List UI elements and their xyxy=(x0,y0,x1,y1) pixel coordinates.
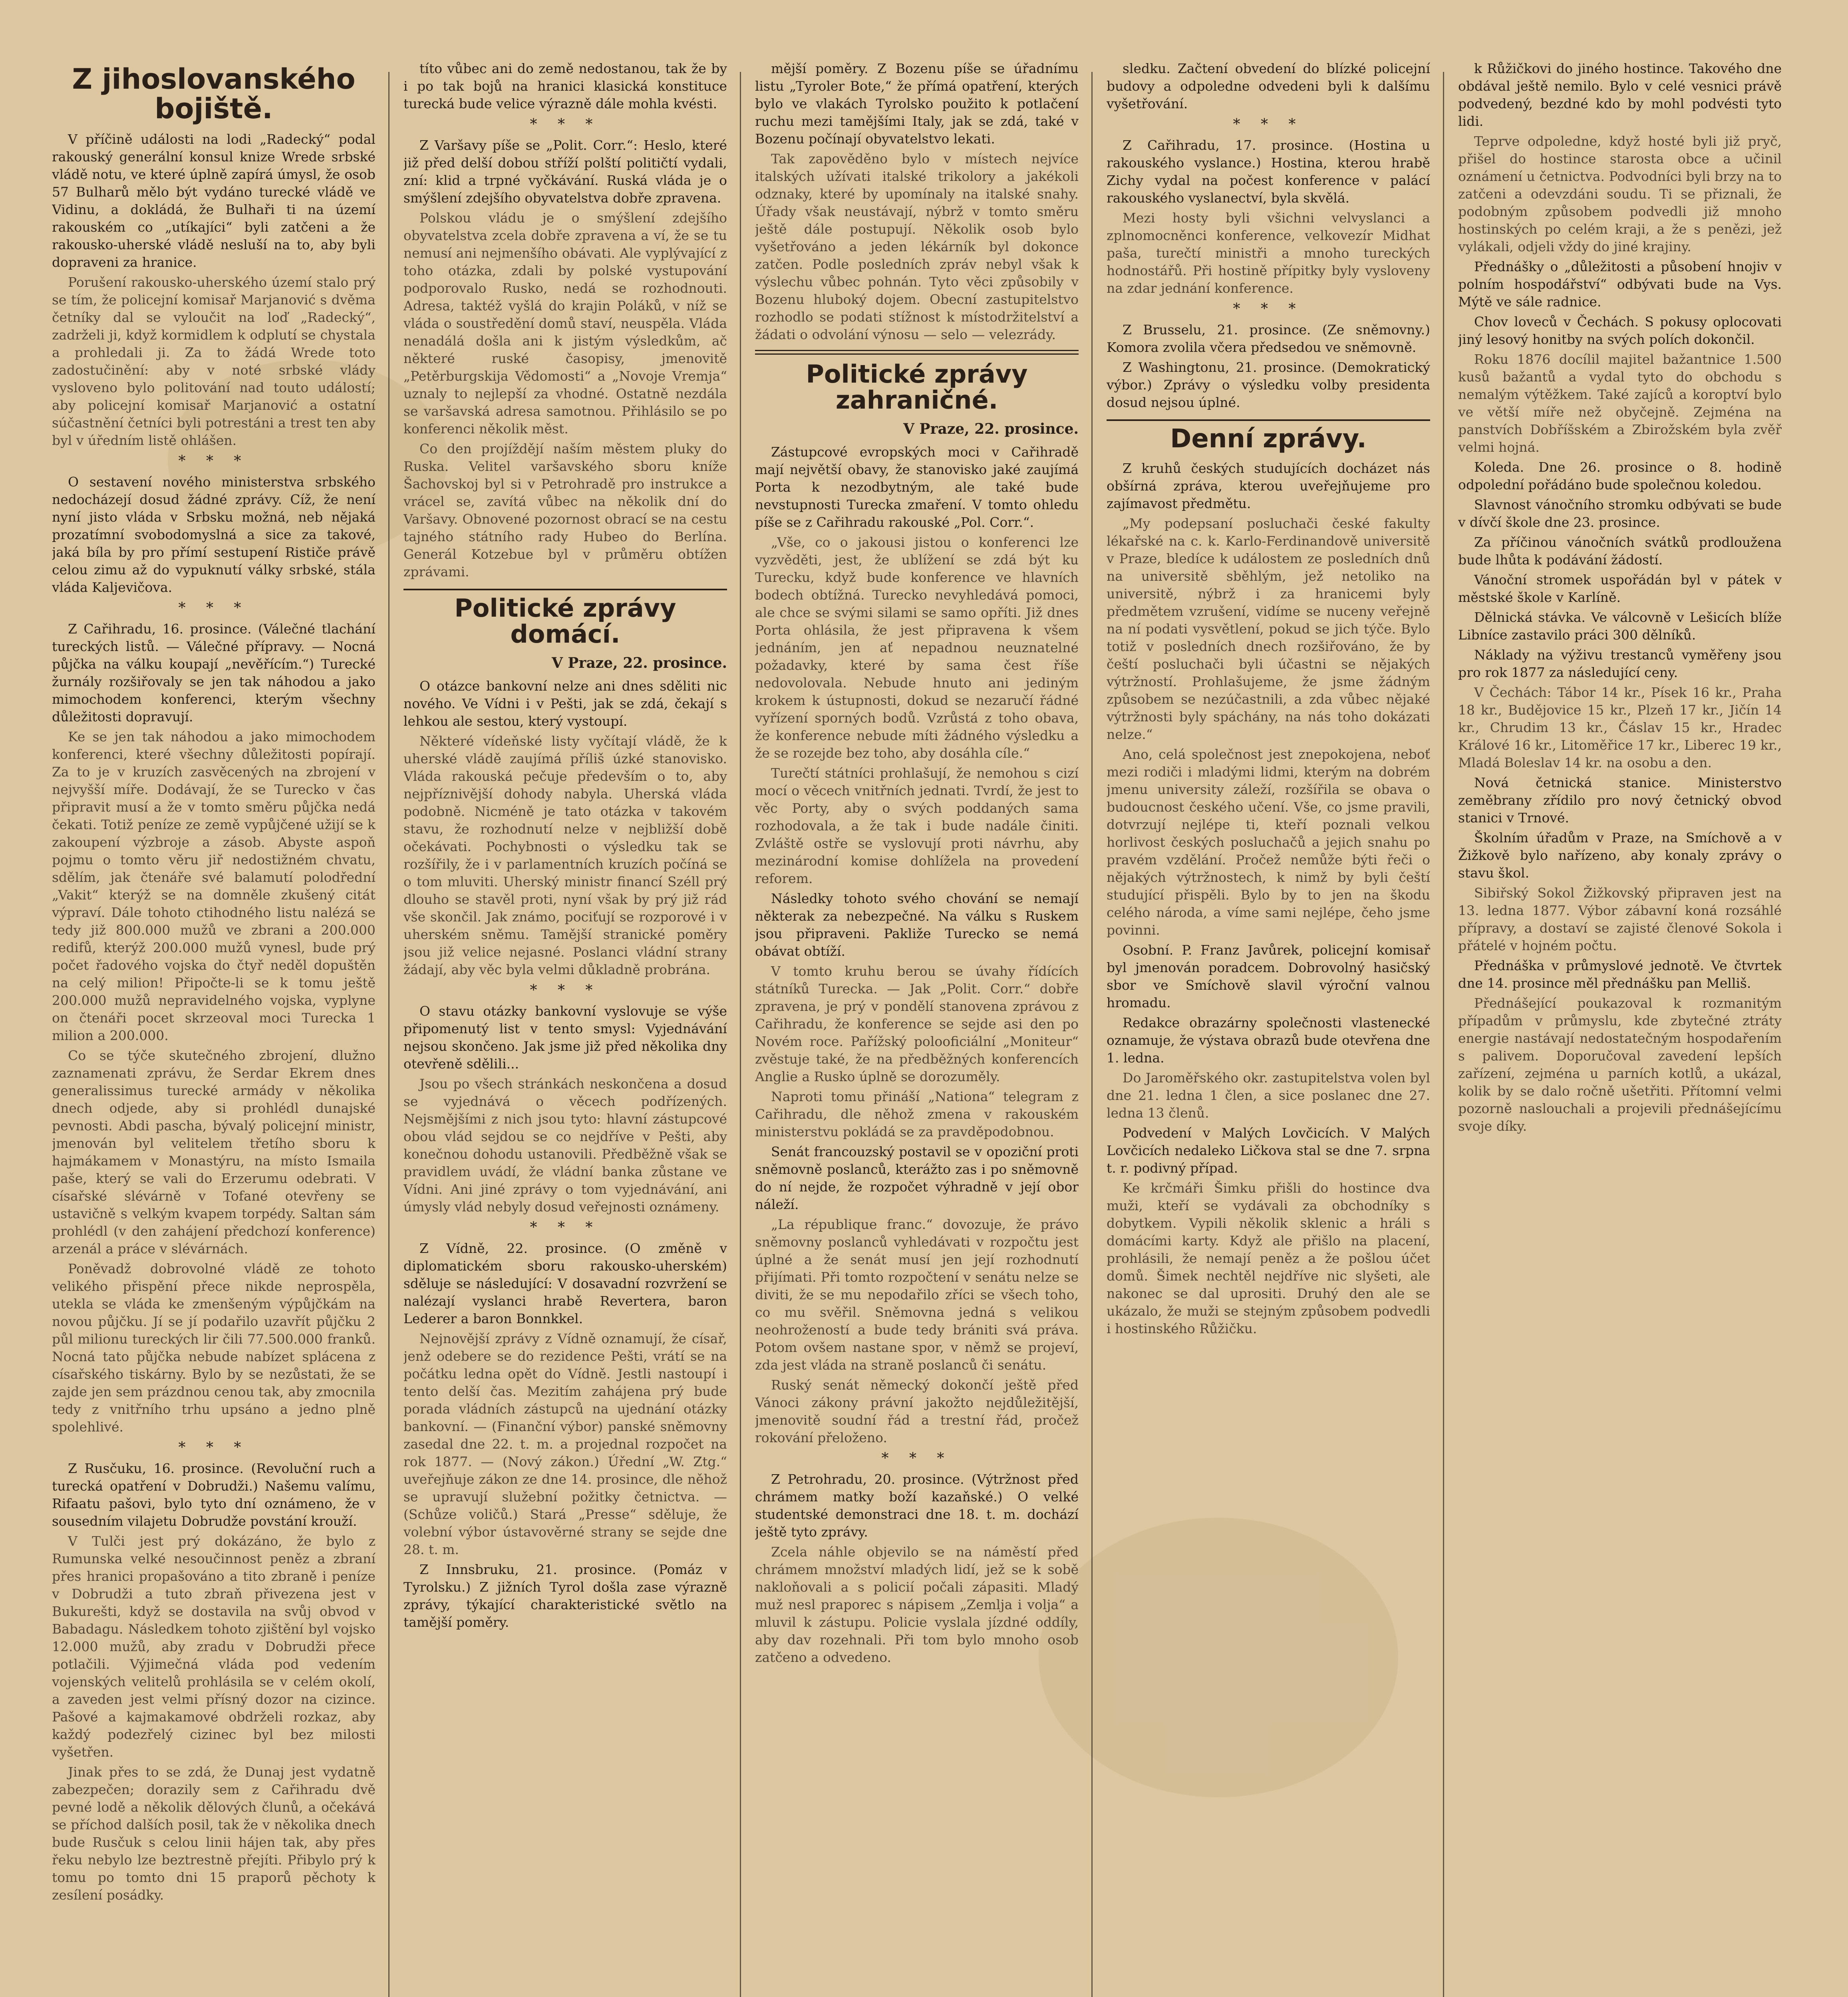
separator: * * * xyxy=(530,1219,601,1236)
article-paragraph: Z Cařihradu, 17. prosince. (Hostina u rakouského vyslance.) Hostina, kterou hrabě Zichy vydal na počest konference v palácí rakouského vyslanectví, byla skvělá. xyxy=(1107,137,1430,206)
section-rule xyxy=(403,589,727,590)
separator: * * * xyxy=(178,453,249,469)
separator: * * * xyxy=(881,1450,952,1467)
article-paragraph: V Tulči jest prý dokázáno, že bylo z Rumunska velké nesoučinnost peněz a zbraní přes hranici propašováno a tito zbraně i peníze v Dobrudži a tuto zbraň přivezena jest v Bukurešti, když se dostavila na svůj obvod v Babadagu. Následkem tohoto zjištění byl vojsko 12.000 mužů, aby zradu v Dobrudži přece potlačili. Výjimečná vláda pod vedením vojenských velitelů prohlásila se v celém okolí, a zaveden jest velmi přísný dozor na cizince. Pašové a kajmakamové obdrželi rozkaz, aby každý podezřelý cizinec byl bez milosti vyšetřen. xyxy=(52,1533,376,1760)
article-paragraph: Porušení rakousko-uherského území stalo prý se tím, že policejní komisař Marjanović s dvěma četníky dal se vyloučit na loď „Radecký“, zadrželi ji, když kormidlem k odplutí se chystala a prohledali ji. Za to žádá Wrede toto zadostučinění: aby v noté srbské vlády vysloveno bylo politování nad touto událostí; aby policejní komisař Marjanović a ostatní súčastnění četníci byli potrestáni a trest ten aby byl v úředním listě ohlášen. xyxy=(52,274,376,448)
article-paragraph: Mezi hosty byli všichni velvyslanci a zplnomocněnci konference, velkovezír Midhat paša, turečtí ministři a mnoho tureckých hodnostářů. Při hostině přípitky byly vysloveny na zdar jednání konference. xyxy=(1107,210,1430,296)
article-paragraph: Z Cařihradu, 16. prosince. (Válečné tlachání tureckých listů. — Válečné přípravy. — Nocná půjčka na válku koupají „nevěřícím.“) Turecké žurnály rozšiřovaly se jen tak náhodou a jako mimochodem konferenci, kterým všechny důležitosti dopravují. xyxy=(52,621,376,725)
column-rule xyxy=(1443,72,1444,1997)
article-paragraph: Zcela náhle objevilo se na náměstí před chrámem množství mladých lidí, jež se k sobě nakloňovali a s policií počali zápasiti. Mladý muž nesl praporec s nápisem „Zemlja i volja“ a mluvil k zástupu. Policie vyslala jízdné oddíly, aby dav rozehnali. Při tom bylo mnoho osob zatčeno a odvedeno. xyxy=(755,1544,1079,1665)
article-paragraph: Teprve odpoledne, když hosté byli již pryč, přišel do hostince starosta obce a učinil oznámení u četnictva. Podvodníci byli brzy na to zatčeni a odevzdáni soudu. Ti se přiznali, že podobným způsobem podvedli již mnoho hostinských po celém kraji, a že s penězi, jež vylákali, odjeli vždy do jiné krajiny. xyxy=(1458,133,1782,254)
article-paragraph: Z kruhů českých studujících docházet nás obšírná zpráva, kterou uveřejňujeme pro zajímavost předmětu. xyxy=(1107,461,1430,512)
article-paragraph: V tomto kruhu berou se úvahy řídících státníků Turecka. — Jak „Polit. Corr.“ dobře zpravena, je prý v pondělí stanovena zprávou z Cařihradu, že konference se sejde asi den po Novém roce. Pařížský polooficiální „Moniteur“ zvěstuje také, že na předběžných konferencích Anglie a Rusko úplně se dorozuměly. xyxy=(755,963,1079,1085)
column-2 xyxy=(403,60,727,1997)
newspaper-sheet xyxy=(44,60,1806,1997)
article-paragraph: mější poměry. Z Bozenu píše se úřadnímu listu „Tyroler Bote,“ že přímá opatření, kterých bylo ve vlakách Tyrolsko použito k potlačení ruchu mezi tamějšími Italy, jak se zdá, také v Bozenu počínají obyvatelstvo lekati. xyxy=(755,61,1079,147)
article-paragraph: Z Brusselu, 21. prosince. (Ze sněmovny.) Komora zvolila včera předsedou ve sněmovně. xyxy=(1107,322,1430,355)
article-paragraph: Přednášky o „důležitosti a působení hnojiv v polním hospodářství“ odbývati bude na Vys. Mýtě ve sále radnice. xyxy=(1458,259,1782,310)
article-paragraph: Jsou po všech stránkách neskončena a dosud se vyjednává o věcech podřízených. Nejsmějšími z nich jsou tyto: hlavní zástupcové obou vlád sejdou se co nejdříve v Pešti, aby konečnou dohodu ustanovili. Předběžně však se pravidlem uvádí, že vládní banka zůstane ve Vídni. Ani jiné zprávy o tom vyjednávání, ani úmysly vlád nebyly dosud veřejnosti oznámeny. xyxy=(403,1076,727,1215)
article-paragraph: Co den projíždějí naším městem pluky do Ruska. Velitel varšavského sboru kníže Šachovskoj byl si v Petrohradě pro instrukce a vrácel se, zavítá vůbec na několik dní do Varšavy. Obnovené pozornost obrací se na cestu tajného státního rady Hubeo do Berlína. Generál Kotzebue byl v průměru obtížen zprávami. xyxy=(403,441,727,580)
article-paragraph: Následky tohoto svého chování se nemají některak za nebezpečné. Na válku s Ruskem jsou připraveni. Pakliže Turecko se nemá obávat obtíží. xyxy=(755,891,1079,959)
article-paragraph: sledku. Začtení obvedení do blízké policejní budovy a odpoledne odvedeni byli k dalšímu vyšetřování. xyxy=(1107,61,1430,111)
article-paragraph: Ke se jen tak náhodou a jako mimochodem konferenci, které všechny důležitosti popírají. Za to je v kruzích zasvěcených na zbrojení v nejvyšší míře. Dodávají, že se Turecko v čas připravit musí a že v tomto směru půjčka nedá čekati. Totiž peníze ze země vypůjčené užijí se k zakoupení výzbroje a zásob. Abyste aspoň pojmu o tomto věru jiř nedostižném chvatu, sdělím, jak čtenáře své balamutí polodřední „Vakit“ kterýž se na domněle zkušený citát výpraví. Dále tohoto ctihodného listu nalézá se tedy již 800.000 mužů ve zbrani a 200.000 redifů, kterýž 200.000 mužů vynesl, bude prý počet řadového vojska do čtyř neděl dopuštěn na celý milion! Připočte-li se k tomu ještě 200.000 mužů nepravidelného vojska, vyplyne on čtenáři pocet skrzeoval moci Turecka 1 milion a 200.000. xyxy=(52,729,376,1043)
article-paragraph: Za příčinou vánočních svátků prodloužena bude lhůta k podávání žádostí. xyxy=(1458,534,1782,568)
article-paragraph: Zástupcové evropských moci v Cařihradě mají největší obavy, že stanovisko jaké zaujímá Porta k nezodbytným, ale také bude nevstupnosti Turecka zmaření. V tomto ohledu píše se z Cařihradu rakouské „Pol. Corr.“. xyxy=(755,444,1079,530)
column-5 xyxy=(1458,60,1782,1997)
column-rule xyxy=(388,72,389,1997)
article-paragraph: Ruský senát německý dokončí ještě před Vánoci zákony právní jakožto nejdůležitější, jmenovitě soudní řád a trestní řád, pročež rokování přeloženo. xyxy=(755,1377,1079,1446)
article-paragraph: V příčině události na lodi „Radecký“ podal rakouský generální konsul knize Wrede srbské vládě notu, ve které úplně zapírá úmysl, že osob 57 Bulharů mělo být vydáno turecké vládě ve Vidinu, a dokládá, že Bulhaři ti na území rakouském co „utíkajíci“ byli zatčeni a že rakousko-uherské vládě nesluší na to, aby byli dopraveni za hranice. xyxy=(52,131,376,270)
article-paragraph: títo vůbec ani do země nedostanou, tak že by i po tak bojů na hranici klasická konstituce turecká bude velice výrazně dále mohla kvésti. xyxy=(403,61,727,111)
dateline-domestic: V Praze, 22. prosince. xyxy=(551,655,727,672)
article-paragraph: „Vše, co o jakousi jistou o konferenci lze vyzvěděti, jest, že ublížení se zdá být ku Turecku, když bude konference ve hlavních bodech obtížná. Turecko nevyhledává pomoci, ale chce se svými silami se samo opříti. Již dnes Porta ohlásila, že jest připravena k všem jednáním, jen ať nepadnou neuznatelné požadavky, které by sama čest říše nedovolovala. Nebude hnuto ani jediným krokem k ústupnosti, dokud se nezaručí řádné vyřízení sporných bodů. Vzrůstá z toho obava, že konference nebude míti žádného výsledku a že se rozejde bez toho, aby dosáhla cíle.“ xyxy=(755,534,1079,761)
article-paragraph: Chov loveců v Čechách. S pokusy oplocovati jiný lesový honitby na svých polích dokončil. xyxy=(1458,314,1782,347)
article-paragraph: „La république franc.“ dovozuje, že právo sněmovny poslanců vyhledávati v rozpočtu jest úplné a že senát musí jen její rozhodnutí přijímati. Při tomto rozpočtení v senátu nelze se diviti, že se mu nepodařilo zříci se všech toho, co mu svěřil. Sněmovna jedná s velikou neohrožeností a bude tedy brániti svá práva. Potom ovšem nastane spor, v němž se projeví, zda jest vláda na straně poslanců či senátu. xyxy=(755,1217,1079,1373)
column-rule xyxy=(740,72,741,1997)
article-paragraph: Tak zapověděno bylo v místech nejvíce italských užívati italské trikolory a jakékoli odznaky, které by upomínaly na italské snahy. Úřady však neustávají, nýbrž v tomto směru ještě dále postupují. Několik osob bylo vyšetřováno a jeden lékárník byl dokonce zatčen. Podle posledních zpráv nebyl však k výslechu vůbec pohnán. Tyto věci způsobily v Bozenu hluboký dojem. Obecní zastupitelstvo rozhodlo se podati stížnost k místodržitelství a žádati o odvolání výnosu — selo — velezrády. xyxy=(755,151,1079,342)
article-paragraph: Ke krčmáři Šimku přišli do hostince dva muži, kteří se vydávali za obchodníky s dobytkem. Vypili několik sklenic a hráli s domácími karty. Když ale přišlo na placení, prohlásili, že nemají peněz a že pošlou účet domů. Šimek nechtěl nejdříve nic slyšeti, ale nakonec se dal uprositi. Druhý den ale se ukázalo, že muži se stejným způsobem podvedli i hostinského Růžičku. xyxy=(1107,1180,1430,1337)
section-rule xyxy=(755,350,1079,355)
column-rule xyxy=(1091,72,1093,1997)
article-paragraph: Přednášející poukazoval k rozmanitým případům v průmyslu, kde zbytečné ztráty energie nastávají nedostatečným hospodařením s palivem. Doporučoval zavedení lepších zařízení, zejména u parních kotlů, a ukázal, kolik by se dalo ročně ušetřiti. Přítomní velmi pozorně naslouchali a projevili přednášejícímu svoje díky. xyxy=(1458,995,1782,1134)
article-paragraph: Dělnická stávka. Ve válcovně v Lešicích blíže Libníce zastavilo práci 300 dělníků. xyxy=(1458,609,1782,643)
separator: * * * xyxy=(178,600,249,616)
separator: * * * xyxy=(530,982,601,999)
article-paragraph: Z Vídně, 22. prosince. (O změně v diplomatickém sboru rakousko-uherském) sděluje se následující: V dosavadní rozvržení se nalézají vyslanci hrabě Revertera, baron Lederer a baron Bonnkkel. xyxy=(403,1241,727,1327)
article-paragraph: Roku 1876 docílil majitel bažantnice 1.500 kusů bažantů a vydal tyto do obchodu s nemalým výtěžkem. Také zajíců a koroptví bylo ve větší míře než obyčejně. Zejména na panstvích Dobříšském a Zbirožském byla zvěř velmi hojná. xyxy=(1458,351,1782,455)
separator: * * * xyxy=(1233,301,1304,317)
article-paragraph: Některé vídeňské listy vyčítají vládě, že k uherské vládě zaujímá příliš úzké stanovisko. Vláda rakouská pečuje především o to, aby nejpříznivější dohody nabyla. Uherská vláda podobně. Nicméně je tato otázka v takovém stavu, že rozhodnutí nelze v nejbližší době očekávati. Pochybnosti o výsledku tak se rozšířily, že i v parlamentních kruzích počíná se o tom mluviti. Uherský ministr financí Széll prý dlouho se stavěl proti, nyní však by prý již rád vše skončil. Jak známo, pociťují se rozporové i v uherském sněmu. Tamější stranické poměry jsou již velice nejasné. Poslanci vládní strany žádají, aby věc byla velmi důkladně probrána. xyxy=(403,733,727,978)
article-paragraph: Přednáška v průmyslové jednotě. Ve čtvrtek dne 14. prosince měl přednášku pan Melliš. xyxy=(1458,958,1782,991)
article-paragraph: Z Rusčuku, 16. prosince. (Revoluční ruch a turecká opatření v Dobrudži.) Našemu valímu, Rifaatu pašovi, bylo tyto dní oznámeno, že v sousedním vilajetu Dobrudže povstání krouží. xyxy=(52,1461,376,1529)
article-paragraph: Do Jaroměřského okr. zastupitelstva volen byl dne 21. ledna 1 člen, a sice poslanec dne 27. ledna 13 členů. xyxy=(1107,1070,1430,1121)
section-rule xyxy=(1107,419,1430,421)
article-paragraph: O stavu otázky bankovní vyslovuje se výše připomenutý list v tento smysl: Vyjednávání nejsou skončeno. Jak jsme již před několika dny otevřeně sdělili... xyxy=(403,1003,727,1072)
article-paragraph: Školním úřadům v Praze, na Smíchově a v Žižkově bylo nařízeno, aby konaly zprávy o stavu škol. xyxy=(1458,830,1782,881)
article-paragraph: Poněvadž dobrovolné vládě ze tohoto velikého přispění přece nikde neprospěla, utekla se vláda ke zmenšeným výpůjčkám na novou půjčku. Jí se jí podařilo uzavřít půjčku 2 půl milionu tureckých lir čili 77.500.000 franků. Nocná tato půjčka nebude nabízet splácena z císařského tiskárny. Bylo by se nezůstati, že se zajde jen sem prázdnou cenou tak, aby zmocnila tedy z vnitřního trhu upsáno a jedno plně spolehlivé. xyxy=(52,1261,376,1435)
article-paragraph: Z Varšavy píše se „Polit. Corr.“: Heslo, které již před delší dobou stříží polští političtí vydali, zní: klid a trpné vyčkávání. Ruská vláda je o smýšlení zdejšího obyvatelstva dobře zpravena. xyxy=(403,137,727,206)
article-paragraph: Sibiřský Sokol Žižkovský připraven jest na 13. ledna 1877. Výbor zábavní koná rozsáhlé přípravy, a dostaví se zajisté členové Sokola i přátelé v hojném počtu. xyxy=(1458,885,1782,953)
article-paragraph: Nejnovější zprávy z Vídně oznamují, že císař, jenž odebere se do rezidence Pešti, vrátí se na počátku ledna opět do Vídně. Jestli nastoupí i tento delší čas. Mezitím zahájena prý bude porada vládních zástupců na ujednání otázky bankovní. — (Finanční výbor) panské sněmovny zasedal dne 22. t. m. a projednal rozpočet na rok 1877. — (Nový zákon.) Úřední „W. Ztg.“ uveřejňuje zákon ze dne 14. prosince, dle něhož se upravují služební požitky četnictva. — (Schůze voličů.) Stará „Presse“ sděluje, že volební výbor ústavověrné strany se sejde dne 28. t. m. xyxy=(403,1331,727,1558)
article-paragraph: Turečtí státníci prohlašují, že nemohou s cizí mocí o věcech vnitřních jednati. Tvrdí, že jest to věc Porty, aby o svých poddaných sama rozhodovala, a že tak i bude nadále činiti. Zvláště ostře se vyslovují proti návrhu, aby mezinárodní komise dohlížela na provedení reforem. xyxy=(755,765,1079,887)
article-paragraph: Nová četnická stanice. Ministerstvo zeměbrany zřídilo pro nový četnický obvod stanici v Trnové. xyxy=(1458,775,1782,826)
article-paragraph: Senát francouzský postavil se v opoziční proti sněmovně poslanců, kterážto zas i po sněmovně do ní nejde, že rozpočet výhradně v její obor náleží. xyxy=(755,1144,1079,1213)
dateline-foreign: V Praze, 22. prosince. xyxy=(903,421,1079,438)
article-paragraph: Z Innsbruku, 21. prosince. (Pomáz v Tyrolsku.) Z jižních Tyrol došla zase výrazně zprávy, týkající charakteristické světlo na tamější poměry. xyxy=(403,1562,727,1630)
separator: * * * xyxy=(178,1439,249,1456)
separator: * * * xyxy=(530,116,601,133)
article-paragraph: Koleda. Dne 26. prosince o 8. hodině odpolední pořádáno bude společnou koledou. xyxy=(1458,459,1782,492)
column-3 xyxy=(755,60,1079,1997)
article-paragraph: Ano, celá společnost jest znepokojena, neboť mezi rodiči i mladými lidmi, kterým na dobrém jmenu university záleží, rozšířila se obava o budoucnost českého učení. Vše, co jsme pravili, dotvrzují nejlépe ti, kteří poznali velkou horlivost českých posluchačů a jejich snahu po pravém vzdělání. Pročež nemůže býti řeči o nějakých výtržnostech, k nimž by byli čeští studující přispěli. Bylo by to jen na škodu celého národa, a víme sami nejlépe, čeho jsme povinni. xyxy=(1107,746,1430,938)
section-heading-war: Z jihoslovanského bojiště. xyxy=(72,63,356,125)
article-paragraph: Osobní. P. Franz Javůrek, policejní komisař byl jmenován poradcem. Dobrovolný hasičský sbor ve Smíchově slavil výroční valnou hromadu. xyxy=(1107,942,1430,1011)
article-paragraph: V Čechách: Tábor 14 kr., Písek 16 kr., Praha 18 kr., Budějovice 15 kr., Plzeň 17 kr., Jičín 14 kr., Chrudim 13 kr., Čáslav 15 kr., Hradec Králové 16 kr., Litoměřice 17 kr., Liberec 19 kr., Mladá Boleslav 14 kr. na osobu a den. xyxy=(1458,685,1782,770)
article-paragraph: Slavnost vánočního stromku odbývati se bude v dívčí škole dne 23. prosince. xyxy=(1458,497,1782,530)
article-paragraph: Co se týče skutečného zbrojení, dlužno zaznamenati zprávu, že Serdar Ekrem dnes generalissimus turecké armády v několika dnech odjede, aby si prohlédl dunajské pevnosti. Abdi pascha, bývalý policejní ministr, jmenován byl velitelem třetího sboru k hajmákamem v Monastýru, na místo Ismaila paše, který se vali do Erzerumu odebrati. V císařské slévárně v Tofané otevřeny se ustavičně s velkým kvapem torpédy. Saltan sám prohlédl (v den zahájení předchozí konference) arzenál a práce v slévárnách. xyxy=(52,1048,376,1257)
column-1 xyxy=(52,60,376,1997)
article-paragraph: Naproti tomu přináší „Nationa“ telegram z Cařihradu, dle něhož zmena v rakouském ministerstvu pokládá se za pravděpodobnou. xyxy=(755,1089,1079,1140)
article-paragraph: k Růžičkovi do jiného hostince. Takového dne obdával ještě nemilo. Bylo v celé vesnici právě podvedený, bezdné kdo by mohl podvésti tyto lidi. xyxy=(1458,61,1782,129)
article-paragraph: Redakce obrazárny společnosti vlastenecké oznamuje, že výstava obrazů bude otevřena dne 1. ledna. xyxy=(1107,1015,1430,1066)
article-paragraph: Vánoční stromek uspořádán byl v pátek v městské škole v Karlíně. xyxy=(1458,572,1782,605)
article-paragraph: O otázce bankovní nelze ani dnes sděliti nic nového. Ve Vídni i v Pešti, jak se zdá, čekají s lehkou ale sestou, který vystoupí. xyxy=(403,678,727,729)
article-paragraph: Polskou vládu je o smýšlení zdejšího obyvatelstva zcela dobře zpravena a ví, že se tu nemusí ani nejmenšího obávati. Ale vyplývající z toho otázka, zdali by polské vystupování podporovalo Rusko, nedá se rozhodnouti. Adresa, taktéž vyšlá do krajin Poláků, v níž se vláda o soustředění domů staví, neuspěla. Vláda nenadálá došla ani k jistým výsledkům, ač některé ruské časopisy, jmenovitě „Petěrburgskija Vědomosti“ a „Novoje Vremja“ uznaly to nejlepší za vhodné. Ostatně nezdála se varšavská adresa samotnou. Přihlásilo se po konferenci několik měst. xyxy=(403,210,727,437)
article-paragraph: Náklady na výživu trestanců vyměřeny jsou pro rok 1877 za následující ceny. xyxy=(1458,647,1782,680)
article-paragraph: Podvedení v Malých Lovčicích. V Malých Lovčicích nedaleko Ličkova stal se dne 7. srpna t. r. podivný případ. xyxy=(1107,1125,1430,1176)
section-heading-domestic: Politické zprávy domácí. xyxy=(454,594,676,649)
section-heading-daily: Denní zprávy. xyxy=(1170,424,1367,454)
column-4 xyxy=(1107,60,1430,1997)
article-paragraph: „My podepsaní posluchači české fakulty lékařské na c. k. Karlo-Ferdinandově universitě v Praze, bledíce k událostem ze posledních dnů na universitě sběhlým, jež netoliko na universitě, nýbrž i za hranicemi byly předmětem vzrušení, vidíme se nuceny veřejně na ní podati vysvětlení, pokud se jich týče. Bylo totiž v posledních dnech rozšiřováno, že by čeští posluchači byli účastni se nějakých výtržností. Prohlašujeme, že jsme žádným způsobem se nezúčastnili, a zda vůbec nějaké výtržnosti byly spáchány, na nás toho dokázati nelze.“ xyxy=(1107,516,1430,742)
article-paragraph: Z Washingtonu, 21. prosince. (Demokratický výbor.) Zprávy o výsledku volby presidenta dosud nejsou úplné. xyxy=(1107,359,1430,410)
article-paragraph: Jinak přes to se zdá, že Dunaj jest vydatně zabezpečen; dorazily sem z Cařihradu dvě pevné lodě a několik dělových člunů, a očekává se příchod dalších posil, tak že v několika dnech bude Rusčuk s celou linii hájen tak, aby přes řeku nebylo lze beztrestně přejíti. Přibylo prý k tomu po tomto dni 15 praporů pěchoty k zesílení posádky. xyxy=(52,1764,376,1903)
article-paragraph: Z Petrohradu, 20. prosince. (Výtržnost před chrámem matky boží kazaňské.) O velké studentské demonstraci dne 18. t. m. dochází ještě tyto zprávy. xyxy=(755,1471,1079,1540)
article-paragraph: O sestavení nového ministerstva srbského nedocházejí dosud žádné zprávy. Cíž, že není nyní jisto vláda v Srbsku možná, neb nějaká prozatímní svobodomyslná a sice za takové, jaká bíla by pro přímí sestupení Rističe právě celou zimu až do vypuknutí války srbské, stála vláda Kaljevičova. xyxy=(52,474,376,595)
separator: * * * xyxy=(1233,116,1304,133)
section-heading-foreign: Politické zprávy zahraničné. xyxy=(806,359,1028,415)
